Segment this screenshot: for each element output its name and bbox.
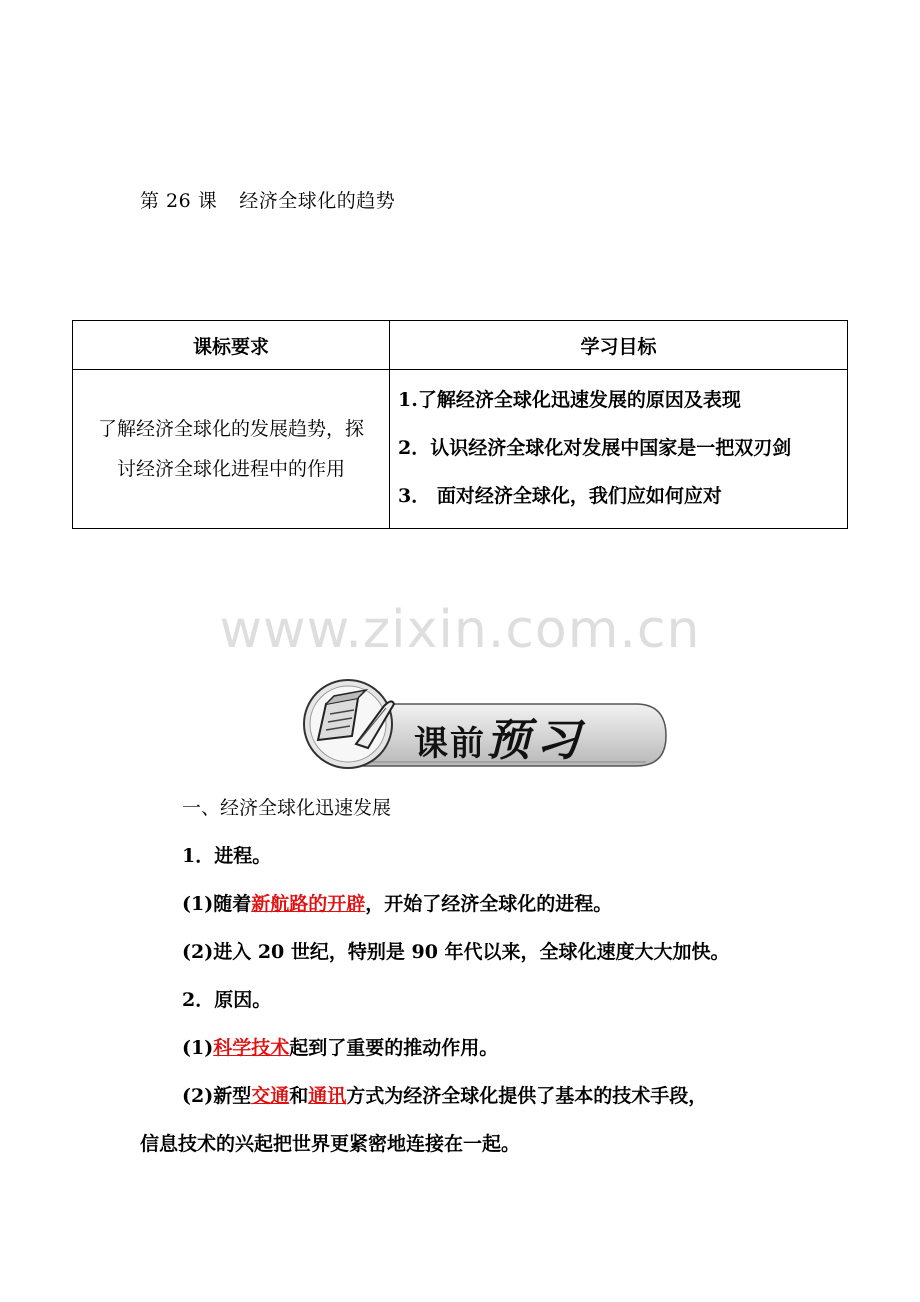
text-span: (1)随着 (182, 893, 252, 915)
requirement-line: 讨经济全球化进程中的作用 (116, 458, 345, 480)
paragraph-continuation: 信息技术的兴起把世界更紧密地连接在一起。 (140, 1133, 521, 1155)
paragraph (140, 880, 840, 928)
watermark: www.zixin.com.cn (219, 600, 701, 660)
list-item: 1．进程。 (182, 845, 272, 867)
key-term: 新航路的开辟 (251, 893, 366, 915)
header-objectives: 学习目标 (390, 321, 848, 370)
key-term: 科学技术 (213, 1037, 290, 1059)
objectives-cell (390, 370, 848, 529)
text-span: 起到了重要的推动作用。 (289, 1037, 499, 1059)
header-requirement: 课标要求 (73, 321, 390, 370)
text-span: (2)新型 (182, 1085, 252, 1107)
banner-title (414, 704, 586, 768)
banner-text-b: 预习 (486, 715, 586, 766)
section-heading: 一、经济全球化迅速发展 (182, 797, 392, 819)
key-term: 交通 (251, 1085, 290, 1107)
text-span: 方式为经济全球化提供了基本的技术手段， (346, 1085, 708, 1107)
objective-item: 1.了解经济全球化迅速发展的原因及表现 (398, 389, 741, 411)
requirement-line: 了解经济全球化的发展趋势，探 (97, 418, 364, 440)
text-span: (1) (182, 1037, 214, 1059)
lesson-title (140, 186, 395, 213)
list-item: 2．原因。 (182, 989, 272, 1011)
objective-item: 3． 面对经济全球化，我们应如何应对 (398, 485, 722, 507)
text-span: 和 (289, 1085, 309, 1107)
paragraph (140, 1024, 840, 1072)
text-span: ，开始了经济全球化的进程。 (365, 893, 613, 915)
requirement-cell (73, 370, 390, 529)
table-header-row (73, 321, 848, 370)
objective-item: 2．认识经济全球化对发展中国家是一把双刃剑 (398, 437, 792, 459)
banner-text-a: 课前 (414, 724, 486, 764)
key-term: 通讯 (308, 1085, 347, 1107)
preview-banner (296, 674, 670, 770)
lesson-number: 第 26 课 (140, 190, 218, 212)
lesson-topic: 经济全球化的趋势 (239, 190, 396, 212)
paragraph: (2)进入 20 世纪，特别是 90 年代以来，全球化速度大大加快。 (182, 941, 730, 963)
goals-table (72, 320, 848, 529)
lesson-content (140, 784, 840, 1168)
paragraph (140, 1072, 840, 1120)
table-row (73, 370, 848, 529)
